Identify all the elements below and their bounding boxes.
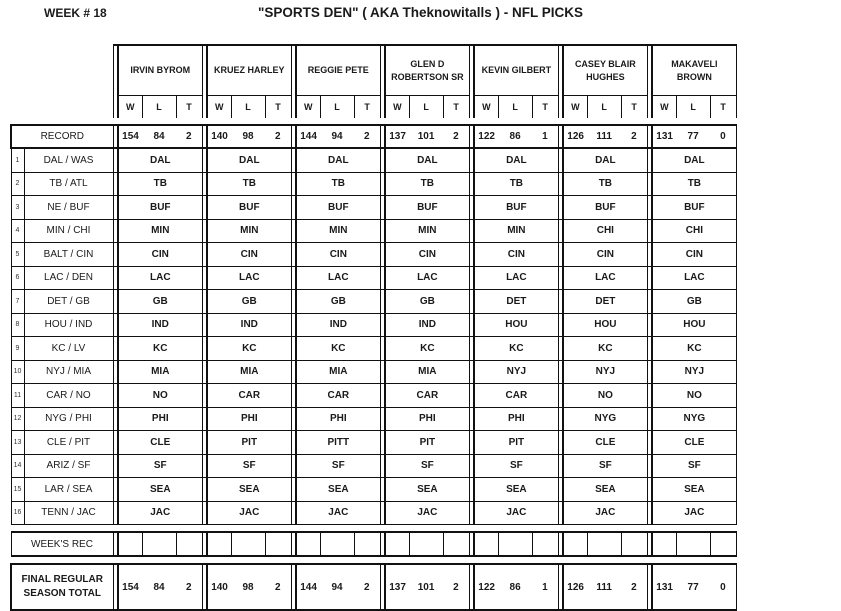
pick-cell: SF <box>385 454 469 478</box>
spacer <box>11 525 736 533</box>
record-value: 86 <box>498 125 532 148</box>
pick-cell: DAL <box>563 148 647 172</box>
pick-cell: MIA <box>207 360 291 384</box>
game-number: 7 <box>11 290 24 314</box>
pick-cell: CAR <box>385 384 469 408</box>
weeks-rec-value <box>231 532 265 556</box>
pick-cell: PHI <box>385 407 469 431</box>
pick-cell: HOU <box>563 313 647 337</box>
final-value: 1 <box>532 564 558 610</box>
pick-cell: KC <box>652 337 736 361</box>
pick-cell: PHI <box>118 407 202 431</box>
final-value: 154 <box>118 564 142 610</box>
pick-cell: CLE <box>118 431 202 455</box>
pick-cell: CIN <box>474 243 558 267</box>
game-number: 3 <box>11 196 24 220</box>
game-row <box>11 196 736 220</box>
record-value: 154 <box>118 125 142 148</box>
pick-cell: PIT <box>207 431 291 455</box>
matchup-label: TENN / JAC <box>24 501 113 525</box>
record-label: RECORD <box>11 125 113 148</box>
pick-cell: NO <box>118 384 202 408</box>
game-number: 2 <box>11 172 24 196</box>
pick-cell: BUF <box>207 196 291 220</box>
record-value: 98 <box>231 125 265 148</box>
pick-cell: SF <box>118 454 202 478</box>
game-number: 1 <box>11 148 24 172</box>
weeks-rec-value <box>621 532 647 556</box>
final-label: FINAL REGULAR SEASON TOTAL <box>11 564 113 610</box>
pick-cell: NYG <box>652 407 736 431</box>
game-row <box>11 313 736 337</box>
game-number: 9 <box>11 337 24 361</box>
picker-name: IRVIN BYROM <box>118 45 202 96</box>
wlt-header: T <box>621 96 647 119</box>
wlt-header: L <box>409 96 443 119</box>
pick-cell: DET <box>474 290 558 314</box>
picker-name: KEVIN GILBERT <box>474 45 558 96</box>
final-value: 101 <box>409 564 443 610</box>
final-value: 77 <box>676 564 710 610</box>
pick-cell: JAC <box>474 501 558 525</box>
pick-cell: JAC <box>385 501 469 525</box>
weeks-rec-value <box>532 532 558 556</box>
game-row <box>11 407 736 431</box>
record-value: 2 <box>621 125 647 148</box>
pick-cell: NYJ <box>474 360 558 384</box>
record-value: 126 <box>563 125 587 148</box>
record-value: 140 <box>207 125 231 148</box>
game-number: 15 <box>11 478 24 502</box>
final-value: 2 <box>265 564 291 610</box>
picker-name: CASEY BLAIR HUGHES <box>563 45 647 96</box>
pick-cell: DET <box>563 290 647 314</box>
game-row <box>11 243 736 267</box>
wlt-header: W <box>482 102 491 112</box>
final-value: 137 <box>385 564 409 610</box>
pick-cell: DAL <box>652 148 736 172</box>
pick-cell: KC <box>118 337 202 361</box>
matchup-label: ARIZ / SF <box>24 454 113 478</box>
wlt-header: W <box>571 102 580 112</box>
pick-cell: DAL <box>118 148 202 172</box>
game-number: 8 <box>11 313 24 337</box>
record-value: 2 <box>176 125 202 148</box>
matchup-label: CAR / NO <box>24 384 113 408</box>
corner-blank <box>11 45 113 118</box>
game-number: 13 <box>11 431 24 455</box>
pick-cell: CLE <box>563 431 647 455</box>
pick-cell: CHI <box>652 219 736 243</box>
weeks-rec-value <box>320 532 354 556</box>
weeks-rec-value <box>354 532 380 556</box>
pick-cell: SEA <box>474 478 558 502</box>
pick-cell: SEA <box>652 478 736 502</box>
pick-cell: SEA <box>385 478 469 502</box>
game-row <box>11 172 736 196</box>
wlt-header: T <box>176 96 202 119</box>
wlt-header: L <box>676 96 710 119</box>
wlt-header: L <box>320 96 354 119</box>
picker-name-row <box>11 45 736 96</box>
matchup-label: NE / BUF <box>24 196 113 220</box>
weeks-rec-value <box>296 532 320 556</box>
pick-cell: LAC <box>652 266 736 290</box>
matchup-label: DET / GB <box>24 290 113 314</box>
pick-cell: TB <box>118 172 202 196</box>
pick-cell: BUF <box>118 196 202 220</box>
final-value: 2 <box>176 564 202 610</box>
pick-cell: PITT <box>296 431 380 455</box>
pick-cell: KC <box>474 337 558 361</box>
pick-cell: SEA <box>118 478 202 502</box>
game-number: 4 <box>11 219 24 243</box>
pick-cell: CIN <box>118 243 202 267</box>
pick-cell: MIN <box>385 219 469 243</box>
pick-cell: MIN <box>474 219 558 243</box>
game-row <box>11 219 736 243</box>
record-value: 2 <box>354 125 380 148</box>
wlt-header: L <box>498 96 532 119</box>
weeks-rec-label: WEEK'S REC <box>11 532 113 556</box>
pick-cell: LAC <box>563 266 647 290</box>
weeks-rec-value <box>474 532 498 556</box>
spacer-row <box>11 118 736 125</box>
pick-cell: CIN <box>296 243 380 267</box>
wlt-header: W <box>126 102 135 112</box>
matchup-label: CLE / PIT <box>24 431 113 455</box>
record-value: 0 <box>710 125 736 148</box>
pick-cell: SEA <box>296 478 380 502</box>
matchup-label: KC / LV <box>24 337 113 361</box>
matchup-label: LAR / SEA <box>24 478 113 502</box>
game-row <box>11 360 736 384</box>
pick-cell: KC <box>563 337 647 361</box>
pick-cell: IND <box>385 313 469 337</box>
pick-cell: CIN <box>563 243 647 267</box>
game-number: 11 <box>11 384 24 408</box>
final-value: 111 <box>587 564 621 610</box>
game-row <box>11 384 736 408</box>
pick-cell: LAC <box>296 266 380 290</box>
pick-cell: CAR <box>474 384 558 408</box>
wlt-row <box>11 96 736 119</box>
weeks-rec-value <box>409 532 443 556</box>
pick-cell: KC <box>385 337 469 361</box>
pick-cell: DAL <box>474 148 558 172</box>
pick-cell: TB <box>563 172 647 196</box>
pick-cell: SF <box>652 454 736 478</box>
pick-cell: IND <box>296 313 380 337</box>
game-number: 10 <box>11 360 24 384</box>
pick-cell: LAC <box>385 266 469 290</box>
pick-cell: GB <box>296 290 380 314</box>
wlt-header: L <box>587 96 621 119</box>
pick-cell: NO <box>652 384 736 408</box>
wlt-header: T <box>443 96 469 119</box>
pick-cell: JAC <box>207 501 291 525</box>
pick-cell: CHI <box>563 219 647 243</box>
wlt-header: W <box>393 102 402 112</box>
pick-cell: JAC <box>652 501 736 525</box>
pick-cell: GB <box>207 290 291 314</box>
pick-cell: CAR <box>296 384 380 408</box>
pick-cell: PHI <box>207 407 291 431</box>
pick-cell: BUF <box>652 196 736 220</box>
pick-cell: TB <box>652 172 736 196</box>
pick-cell: SF <box>474 454 558 478</box>
pick-cell: LAC <box>207 266 291 290</box>
record-value: 101 <box>409 125 443 148</box>
pick-cell: PHI <box>296 407 380 431</box>
wlt-header: W <box>304 102 313 112</box>
game-number: 16 <box>11 501 24 525</box>
pick-cell: CLE <box>652 431 736 455</box>
final-value: 122 <box>474 564 498 610</box>
wlt-header: T <box>265 96 291 119</box>
matchup-label: MIN / CHI <box>24 219 113 243</box>
final-value: 144 <box>296 564 320 610</box>
pick-cell: BUF <box>296 196 380 220</box>
wlt-header: L <box>142 96 176 119</box>
game-row <box>11 148 736 172</box>
record-value: 131 <box>652 125 676 148</box>
final-value: 131 <box>652 564 676 610</box>
final-value: 2 <box>443 564 469 610</box>
wlt-header: W <box>215 102 224 112</box>
pick-cell: PIT <box>385 431 469 455</box>
wlt-header: W <box>660 102 669 112</box>
pick-cell: PHI <box>474 407 558 431</box>
weeks-rec-value <box>207 532 231 556</box>
record-value: 122 <box>474 125 498 148</box>
weeks-rec-value <box>176 532 202 556</box>
spacer <box>11 556 736 564</box>
pick-cell: MIN <box>207 219 291 243</box>
game-number: 14 <box>11 454 24 478</box>
record-value: 77 <box>676 125 710 148</box>
pick-cell: SF <box>563 454 647 478</box>
record-value: 144 <box>296 125 320 148</box>
weeks-rec-value <box>676 532 710 556</box>
pick-cell: CIN <box>385 243 469 267</box>
pick-cell: GB <box>652 290 736 314</box>
pick-cell: SEA <box>207 478 291 502</box>
game-number: 6 <box>11 266 24 290</box>
pick-cell: DAL <box>296 148 380 172</box>
picks-table <box>10 44 737 611</box>
matchup-label: NYJ / MIA <box>24 360 113 384</box>
spacer-row <box>11 525 736 533</box>
final-value: 2 <box>621 564 647 610</box>
final-value: 94 <box>320 564 354 610</box>
weeks-rec-value <box>563 532 587 556</box>
matchup-label: TB / ATL <box>24 172 113 196</box>
pick-cell: HOU <box>652 313 736 337</box>
pick-cell: DAL <box>385 148 469 172</box>
pick-cell: MIN <box>296 219 380 243</box>
weeks-rec-value <box>710 532 736 556</box>
game-row <box>11 337 736 361</box>
pick-cell: NYJ <box>563 360 647 384</box>
picker-name: KRUEZ HARLEY <box>207 45 291 96</box>
matchup-label: NYG / PHI <box>24 407 113 431</box>
final-value: 0 <box>710 564 736 610</box>
week-label: WEEK # 18 <box>44 6 107 20</box>
game-number: 12 <box>11 407 24 431</box>
pick-cell: LAC <box>474 266 558 290</box>
pick-cell: GB <box>385 290 469 314</box>
pick-cell: SF <box>296 454 380 478</box>
final-value: 84 <box>142 564 176 610</box>
matchup-label: BALT / CIN <box>24 243 113 267</box>
final-row <box>11 564 736 610</box>
matchup-label: LAC / DEN <box>24 266 113 290</box>
pick-cell: HOU <box>474 313 558 337</box>
pick-cell: LAC <box>118 266 202 290</box>
game-row <box>11 266 736 290</box>
wlt-header: T <box>532 96 558 119</box>
pick-cell: TB <box>474 172 558 196</box>
pick-cell: CIN <box>652 243 736 267</box>
picker-name: GLEN D ROBERTSON SR <box>385 45 469 96</box>
pick-cell: MIA <box>385 360 469 384</box>
pick-cell: MIA <box>118 360 202 384</box>
record-value: 2 <box>265 125 291 148</box>
game-row <box>11 290 736 314</box>
spacer <box>11 118 736 125</box>
picker-name: MAKAVELI BROWN <box>652 45 736 96</box>
picker-name: REGGIE PETE <box>296 45 380 96</box>
weeks-rec-value <box>142 532 176 556</box>
pick-cell: NYJ <box>652 360 736 384</box>
weeks-rec-value <box>498 532 532 556</box>
final-value: 140 <box>207 564 231 610</box>
pick-cell: KC <box>296 337 380 361</box>
final-value: 2 <box>354 564 380 610</box>
pick-cell: CAR <box>207 384 291 408</box>
pick-cell: TB <box>385 172 469 196</box>
pick-cell: NO <box>563 384 647 408</box>
pick-cell: IND <box>207 313 291 337</box>
spacer-row <box>11 556 736 564</box>
game-row <box>11 478 736 502</box>
matchup-label: HOU / IND <box>24 313 113 337</box>
pick-cell: JAC <box>118 501 202 525</box>
matchup-label: DAL / WAS <box>24 148 113 172</box>
weeks-rec-value <box>118 532 142 556</box>
record-value: 94 <box>320 125 354 148</box>
pick-cell: BUF <box>563 196 647 220</box>
pick-cell: MIN <box>118 219 202 243</box>
game-row <box>11 454 736 478</box>
pick-cell: TB <box>207 172 291 196</box>
pick-cell: SF <box>207 454 291 478</box>
pick-cell: JAC <box>563 501 647 525</box>
weeks-rec-value <box>443 532 469 556</box>
final-value: 86 <box>498 564 532 610</box>
record-value: 1 <box>532 125 558 148</box>
game-row <box>11 431 736 455</box>
pick-cell: DAL <box>207 148 291 172</box>
wlt-header: T <box>710 96 736 119</box>
page-title: "SPORTS DEN" ( AKA Theknowitalls ) - NFL PICKS <box>257 5 584 20</box>
pick-cell: JAC <box>296 501 380 525</box>
weeks-rec-value <box>587 532 621 556</box>
record-value: 137 <box>385 125 409 148</box>
pick-cell: IND <box>118 313 202 337</box>
record-row <box>11 125 736 148</box>
pick-cell: GB <box>118 290 202 314</box>
pick-cell: BUF <box>385 196 469 220</box>
pick-cell: BUF <box>474 196 558 220</box>
weeks-rec-row <box>11 532 736 556</box>
final-value: 98 <box>231 564 265 610</box>
pick-cell: CIN <box>207 243 291 267</box>
wlt-header: L <box>231 96 265 119</box>
weeks-rec-value <box>385 532 409 556</box>
pick-cell: MIA <box>296 360 380 384</box>
wlt-header: T <box>354 96 380 119</box>
game-number: 5 <box>11 243 24 267</box>
record-value: 84 <box>142 125 176 148</box>
final-value: 126 <box>563 564 587 610</box>
game-row <box>11 501 736 525</box>
pick-cell: SEA <box>563 478 647 502</box>
pick-cell: PIT <box>474 431 558 455</box>
record-value: 2 <box>443 125 469 148</box>
pick-cell: KC <box>207 337 291 361</box>
pick-cell: NYG <box>563 407 647 431</box>
weeks-rec-value <box>652 532 676 556</box>
record-value: 111 <box>587 125 621 148</box>
weeks-rec-value <box>265 532 291 556</box>
pick-cell: TB <box>296 172 380 196</box>
